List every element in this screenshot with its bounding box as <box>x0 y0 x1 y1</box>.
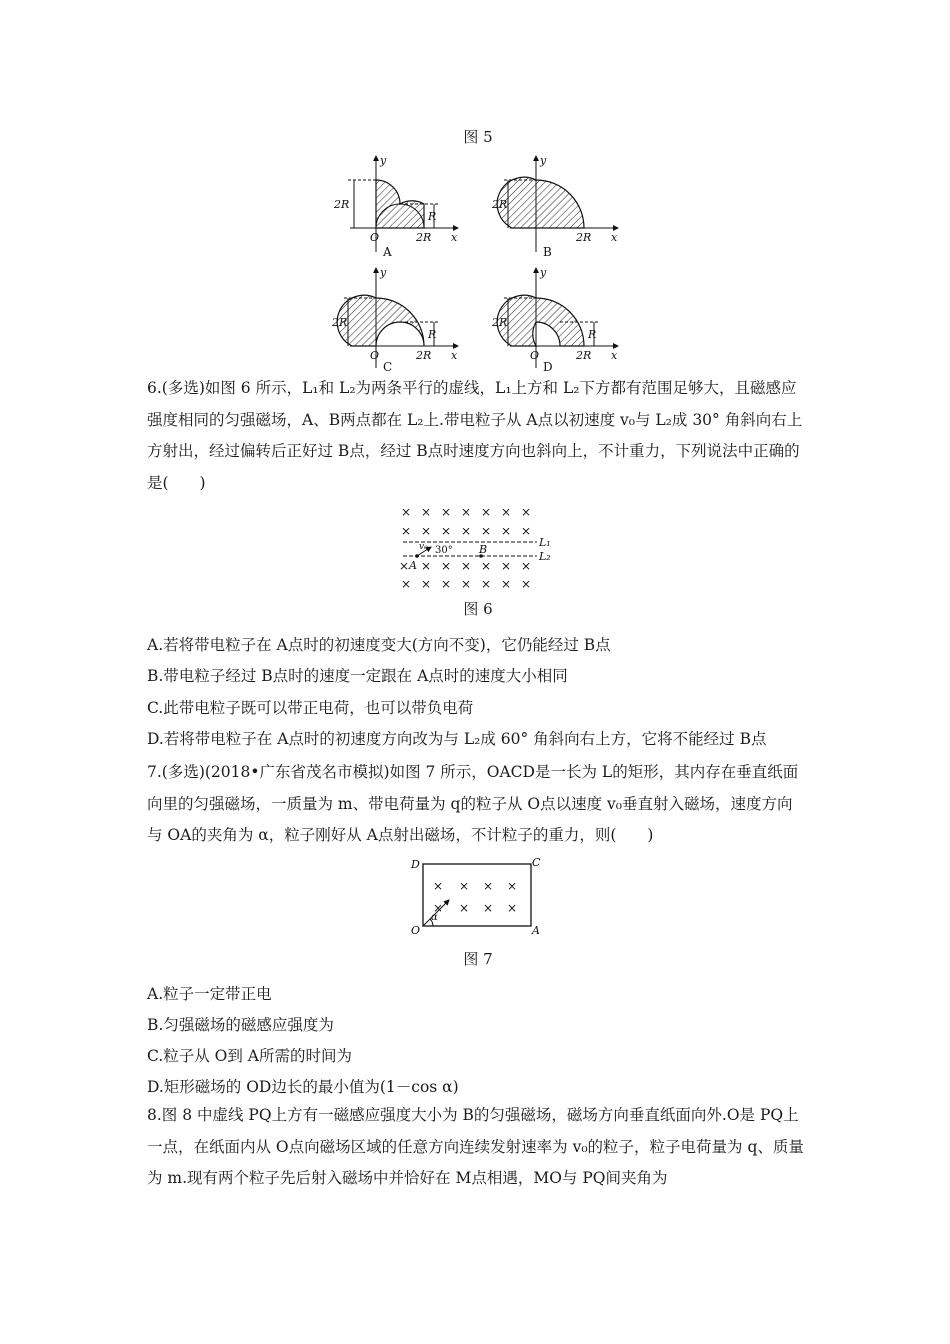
svg-text:×: × <box>481 559 492 573</box>
label-a: A <box>532 924 540 936</box>
tick-2r-label: 2R <box>576 349 592 362</box>
x-axis-label: x <box>611 349 618 362</box>
tick-2r-label: 2R <box>576 231 592 244</box>
diagram-label: A <box>383 245 392 259</box>
svg-text:×: × <box>481 577 492 591</box>
svg-text:×: × <box>521 524 532 538</box>
tick-r-label: R <box>428 328 437 341</box>
svg-text:×: × <box>441 559 452 573</box>
magnetic-field-marks <box>433 879 517 915</box>
label-d: D <box>411 858 420 871</box>
tick-2r-label: 2R <box>492 198 508 211</box>
tick-2r-label: 2R <box>332 316 348 329</box>
svg-text:×: × <box>401 577 412 591</box>
svg-text:×: × <box>483 879 494 893</box>
svg-text:×: × <box>399 559 410 573</box>
fig5-caption: 图 5 <box>463 128 493 146</box>
svg-text:×: × <box>507 901 518 915</box>
svg-text:×: × <box>483 901 494 915</box>
svg-text:×: × <box>421 559 432 573</box>
x-axis-label: x <box>611 231 618 244</box>
label-c: C <box>532 856 541 869</box>
svg-text:×: × <box>481 505 492 519</box>
svg-text:×: × <box>459 901 470 915</box>
svg-text:×: × <box>433 879 444 893</box>
origin-label: O <box>530 349 540 362</box>
y-axis-label: y <box>380 154 387 167</box>
fig7-diagram <box>405 852 550 936</box>
label-alpha: α <box>431 912 438 923</box>
svg-text:×: × <box>459 879 470 893</box>
fig6-caption: 图 6 <box>463 600 493 618</box>
q6-option-b: B.带电粒子经过 B点时的速度一定跟在 A点时的速度大小相同 <box>147 667 568 685</box>
svg-text:×: × <box>481 524 492 538</box>
diagram-label: D <box>543 360 553 372</box>
svg-text:×: × <box>441 524 452 538</box>
svg-text:×: × <box>421 505 432 519</box>
fig5-diagram-a <box>330 152 465 260</box>
magnetic-field-marks-top <box>401 505 531 538</box>
y-axis-label: y <box>540 266 547 279</box>
x-axis-label: x <box>451 349 458 362</box>
svg-text:×: × <box>507 879 518 893</box>
y-axis-label: y <box>380 266 387 279</box>
fig7-caption: 图 7 <box>463 950 493 968</box>
label-angle: 30° <box>435 545 453 556</box>
svg-text:×: × <box>441 505 452 519</box>
label-v0: v₀ <box>419 542 428 552</box>
label-o: O <box>411 924 421 936</box>
svg-text:×: × <box>501 505 512 519</box>
tick-2r-label: 2R <box>334 198 350 211</box>
origin-label: O <box>370 349 380 362</box>
diagram-label: C <box>383 360 393 372</box>
svg-text:×: × <box>421 577 432 591</box>
svg-text:×: × <box>461 577 472 591</box>
q7-option-c: C.粒子从 O到 A所需的时间为 <box>147 1047 352 1065</box>
fig6-diagram <box>395 500 555 592</box>
x-axis-label: x <box>451 231 458 244</box>
svg-text:×: × <box>441 577 452 591</box>
label-l2: L₂ <box>539 550 551 563</box>
svg-text:×: × <box>433 901 444 915</box>
question-8-text: 8.图 8 中虚线 PQ上方有一磁感应强度大小为 B的匀强磁场，磁场方向垂直纸面向外.O是 PQ上一点，在纸面内从 O点向磁场区域的任意方向连续发射速率为 v₀的粒子，粒子电荷量为 q、质量为 m.现有两个粒子先后射入磁场中并恰好在 M点相遇，MO与 PQ间夹角为 <box>147 1106 804 1187</box>
svg-text:×: × <box>461 505 472 519</box>
svg-text:×: × <box>501 524 512 538</box>
svg-text:×: × <box>501 577 512 591</box>
q7-option-b: B.匀强磁场的磁感应强度为 <box>147 1016 334 1034</box>
label-b: B <box>479 543 488 556</box>
svg-text:×: × <box>461 524 472 538</box>
magnetic-field-marks-bottom <box>399 559 531 591</box>
svg-text:×: × <box>501 559 512 573</box>
tick-r-label: R <box>588 328 597 341</box>
fig5-diagram-c <box>330 264 465 372</box>
svg-text:×: × <box>521 559 532 573</box>
svg-text:×: × <box>521 505 532 519</box>
svg-text:×: × <box>401 524 412 538</box>
svg-text:×: × <box>421 524 432 538</box>
q6-option-d: D.若将带电粒子在 A点时的初速度方向改为与 L₂成 60° 角斜向右上方，它将不能经过 B点 <box>147 730 767 748</box>
y-axis-label: y <box>540 154 547 167</box>
tick-2r-label: 2R <box>416 349 432 362</box>
fig5-diagram-d <box>490 264 625 372</box>
tick-2r-label: 2R <box>492 316 508 329</box>
svg-text:×: × <box>461 559 472 573</box>
question-6-text: 6.(多选)如图 6 所示，L₁和 L₂为两条平行的虚线，L₁上方和 L₂下方都有范围足够大，且磁感应强度相同的匀强磁场，A、B两点都在 L₂上.带电粒子从 A点以初速度 v₀与 L₂成 30° 角斜向右上方射出，经过偏转后正好过 B点，经过 B点时速度方向也斜向上，不计重力，下列说法中正确的是( ) <box>147 379 803 492</box>
svg-text:×: × <box>521 577 532 591</box>
q7-option-d: D.矩形磁场的 OD边长的最小值为(1－cos α) <box>147 1078 459 1096</box>
svg-text:×: × <box>401 505 412 519</box>
label-a: A <box>409 559 417 572</box>
tick-2r-label: 2R <box>416 231 432 244</box>
tick-r-label: R <box>428 210 437 223</box>
q7-option-a: A.粒子一定带正电 <box>147 985 272 1003</box>
question-7-text: 7.(多选)(2018•广东省茂名市模拟)如图 7 所示，OACD是一长为 L的矩形，其内存在垂直纸面向里的匀强磁场，一质量为 m、带电荷量为 q的粒子从 O点以速度 v₀垂直射入磁场，速度方向与 OA的夹角为 α，粒子刚好从 A点射出磁场，不计粒子的重力，则( ) <box>147 763 799 844</box>
label-l1: L₁ <box>539 536 551 549</box>
origin-label: O <box>370 231 380 244</box>
fig5-diagram-b <box>490 152 625 260</box>
diagram-label: B <box>543 245 552 259</box>
q6-option-c: C.此带电粒子既可以带正电荷，也可以带负电荷 <box>147 699 474 717</box>
q6-option-a: A.若将带电粒子在 A点时的初速度变大(方向不变)，它仍能经过 B点 <box>147 636 611 654</box>
